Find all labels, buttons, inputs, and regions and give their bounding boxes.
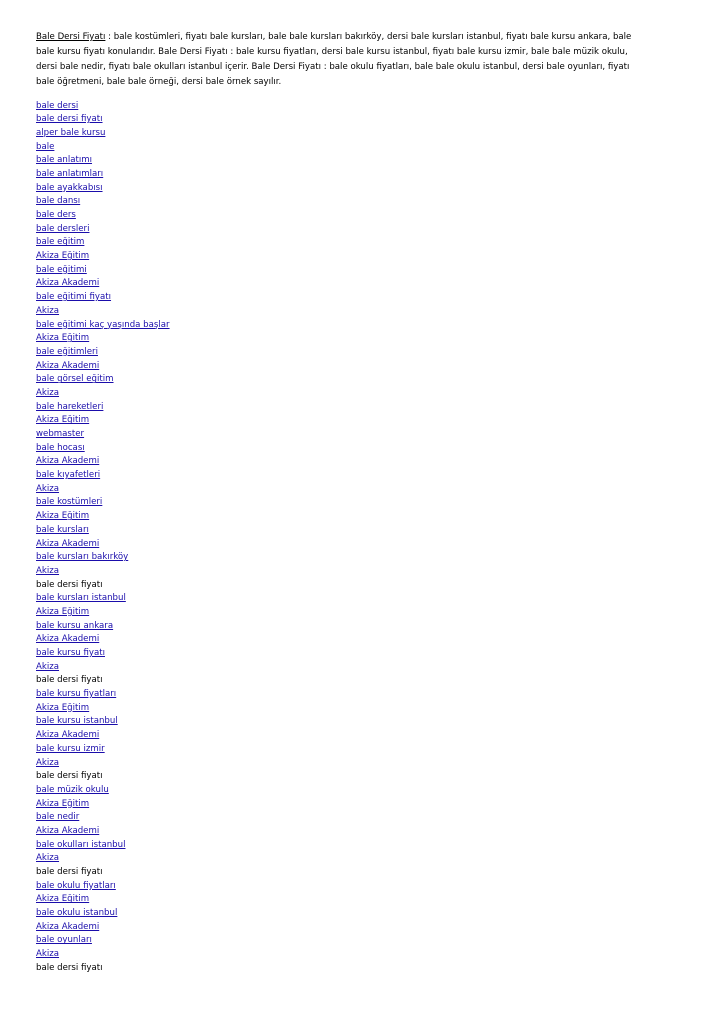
intro-line-2: bale kursu fiyatı konularıdır. Bale Dersi Fiyatı : bale kursu fiyatları, dersi bale kursu istanbul, fiyatı bale kursu izmir, bale bale müzik okulu, [36, 47, 628, 57]
list-item [36, 798, 692, 812]
keyword-text: bale dersi fiyatı [36, 962, 103, 973]
list-item [36, 483, 692, 497]
keyword-text: bale dersi fiyatı [36, 675, 103, 686]
keyword-link[interactable]: bale kıyafetleri [36, 470, 101, 481]
list-item [36, 729, 692, 743]
list-item [36, 236, 692, 250]
list-item [36, 154, 692, 168]
keyword-link[interactable]: alper bale kursu [36, 127, 106, 138]
keyword-link[interactable]: Akiza Akademi [36, 921, 100, 932]
list-item [36, 606, 692, 620]
list-item [36, 113, 692, 127]
keyword-link[interactable]: bale eğitimi kaç yaşında başlar [36, 319, 170, 330]
keyword-link[interactable]: bale kursu izmir [36, 743, 105, 754]
keyword-text: bale dersi fiyatı [36, 771, 103, 782]
list-item [36, 428, 692, 442]
list-item [36, 209, 692, 223]
list-item [36, 962, 692, 976]
list-item [36, 592, 692, 606]
list-item [36, 839, 692, 853]
list-item [36, 373, 692, 387]
list-item [36, 743, 692, 757]
list-item [36, 661, 692, 675]
keyword-link[interactable]: Akiza Eğitim [36, 894, 90, 905]
list-item [36, 811, 692, 825]
list-item [36, 332, 692, 346]
list-item [36, 401, 692, 415]
keyword-link[interactable]: Akiza Eğitim [36, 798, 90, 809]
keyword-link[interactable]: Akiza Eğitim [36, 415, 90, 426]
keyword-link[interactable]: bale kursları istanbul [36, 593, 126, 604]
keyword-link[interactable]: Akiza [36, 757, 60, 768]
list-item [36, 469, 692, 483]
keyword-link[interactable]: Akiza [36, 483, 60, 494]
list-item [36, 907, 692, 921]
keyword-link[interactable]: webmaster [36, 429, 85, 439]
list-item [36, 277, 692, 291]
keyword-link[interactable]: Akiza Eğitim [36, 702, 90, 713]
intro-line-3: dersi bale nedir, fiyatı bale okulları istanbul içerir. Bale Dersi Fiyatı : bale okulu fiyatları, bale bale okulu istanbul, dersi bale oyunları, fiyatı [36, 62, 630, 72]
keyword-link[interactable]: bale nedir [36, 812, 80, 823]
keyword-link[interactable]: bale eğitimi [36, 264, 87, 275]
intro-title-link[interactable]: Bale Dersi Fiyatı [36, 32, 106, 42]
list-item [36, 223, 692, 237]
keyword-link[interactable]: Akiza Akademi [36, 538, 100, 549]
list-item [36, 291, 692, 305]
list-item [36, 852, 692, 866]
keyword-link[interactable]: bale kursu ankara [36, 620, 114, 631]
keyword-link-list [36, 100, 692, 976]
list-item [36, 633, 692, 647]
list-item [36, 127, 692, 141]
list-item [36, 579, 692, 593]
keyword-link[interactable]: bale anlatımı [36, 155, 93, 166]
list-item [36, 182, 692, 196]
list-item [36, 825, 692, 839]
keyword-link[interactable]: Akiza Eğitim [36, 606, 90, 617]
list-item [36, 715, 692, 729]
keyword-link[interactable]: bale kursu fiyatı [36, 648, 105, 658]
keyword-link[interactable]: bale eğitimleri [36, 346, 98, 357]
keyword-link[interactable]: bale okulları istanbul [36, 839, 126, 850]
keyword-link[interactable]: bale ders [36, 210, 76, 220]
keyword-link[interactable]: Akiza [36, 853, 60, 864]
list-item [36, 250, 692, 264]
keyword-link[interactable]: bale kursları bakırköy [36, 552, 129, 563]
keyword-link[interactable]: Akiza Akademi [36, 456, 100, 467]
list-item [36, 414, 692, 428]
intro-line-4: bale öğretmeni, bale bale örneği, dersi bale örnek sayılır. [36, 77, 282, 87]
keyword-link[interactable]: Akiza Eğitim [36, 251, 90, 262]
list-item [36, 565, 692, 579]
list-item [36, 168, 692, 182]
list-item [36, 442, 692, 456]
list-item [36, 620, 692, 634]
list-item [36, 141, 692, 155]
keyword-link[interactable]: bale hareketleri [36, 401, 104, 412]
keyword-link[interactable]: Akiza Akademi [36, 825, 100, 836]
keyword-link[interactable]: bale okulu istanbul [36, 908, 118, 919]
list-item [36, 770, 692, 784]
keyword-link[interactable]: bale dersi fiyatı [36, 114, 103, 125]
keyword-link[interactable]: Akiza Eğitim [36, 333, 90, 344]
list-item [36, 455, 692, 469]
list-item [36, 538, 692, 552]
list-item [36, 524, 692, 538]
intro-line-1: : bale kostümleri, fiyatı bale kursları, bale bale kursları bakırköy, dersi bale kursları istanbul, fiyatı bale kursu ankara, bale [105, 32, 632, 42]
list-item [36, 360, 692, 374]
intro-paragraph [36, 30, 692, 90]
list-item [36, 866, 692, 880]
keyword-link[interactable]: bale dersleri [36, 223, 90, 234]
keyword-link[interactable]: bale okulu fiyatları [36, 880, 116, 891]
list-item [36, 893, 692, 907]
list-item [36, 647, 692, 661]
keyword-link[interactable]: bale kostümleri [36, 497, 103, 508]
list-item [36, 757, 692, 771]
list-item [36, 100, 692, 114]
list-item [36, 784, 692, 798]
keyword-link[interactable]: bale dersi [36, 100, 79, 111]
list-item [36, 387, 692, 401]
keyword-link[interactable]: bale kursu istanbul [36, 716, 118, 727]
list-item [36, 195, 692, 209]
keyword-link[interactable]: bale hocası [36, 442, 85, 453]
keyword-link[interactable]: bale anlatımları [36, 168, 104, 179]
list-item [36, 948, 692, 962]
keyword-link[interactable]: Akiza [36, 949, 60, 960]
keyword-link[interactable]: bale müzik okulu [36, 784, 109, 795]
list-item [36, 496, 692, 510]
keyword-link[interactable]: bale eğitim [36, 237, 85, 248]
keyword-link[interactable]: bale görsel eğitim [36, 374, 114, 385]
keyword-link[interactable]: Akiza Akademi [36, 278, 100, 289]
keyword-link[interactable]: Akiza [36, 661, 60, 672]
keyword-link[interactable]: Akiza [36, 387, 60, 398]
list-item [36, 880, 692, 894]
keyword-link[interactable]: Akiza Eğitim [36, 511, 90, 522]
list-item [36, 551, 692, 565]
list-item [36, 934, 692, 948]
keyword-link[interactable]: bale ayakkabısı [36, 182, 103, 193]
list-item [36, 319, 692, 333]
list-item [36, 674, 692, 688]
keyword-link[interactable]: Akiza Akademi [36, 634, 100, 645]
keyword-text: bale dersi fiyatı [36, 579, 103, 590]
keyword-link[interactable]: bale kursu fiyatları [36, 689, 117, 700]
list-item [36, 346, 692, 360]
list-item [36, 921, 692, 935]
keyword-link[interactable]: bale [36, 141, 55, 152]
keyword-link[interactable]: bale eğitimi fiyatı [36, 292, 112, 303]
keyword-link[interactable]: Akiza Akademi [36, 730, 100, 741]
keyword-link[interactable]: Akiza Akademi [36, 360, 100, 371]
list-item [36, 688, 692, 702]
list-item [36, 510, 692, 524]
list-item [36, 702, 692, 716]
list-item [36, 305, 692, 319]
keyword-link[interactable]: bale kursları [36, 524, 89, 535]
keyword-link[interactable]: Akiza [36, 305, 60, 316]
list-item [36, 264, 692, 278]
keyword-link[interactable]: bale oyunları [36, 935, 92, 946]
keyword-link[interactable]: bale dansı [36, 196, 81, 207]
keyword-link[interactable]: Akiza [36, 565, 60, 576]
keyword-text: bale dersi fiyatı [36, 867, 103, 877]
